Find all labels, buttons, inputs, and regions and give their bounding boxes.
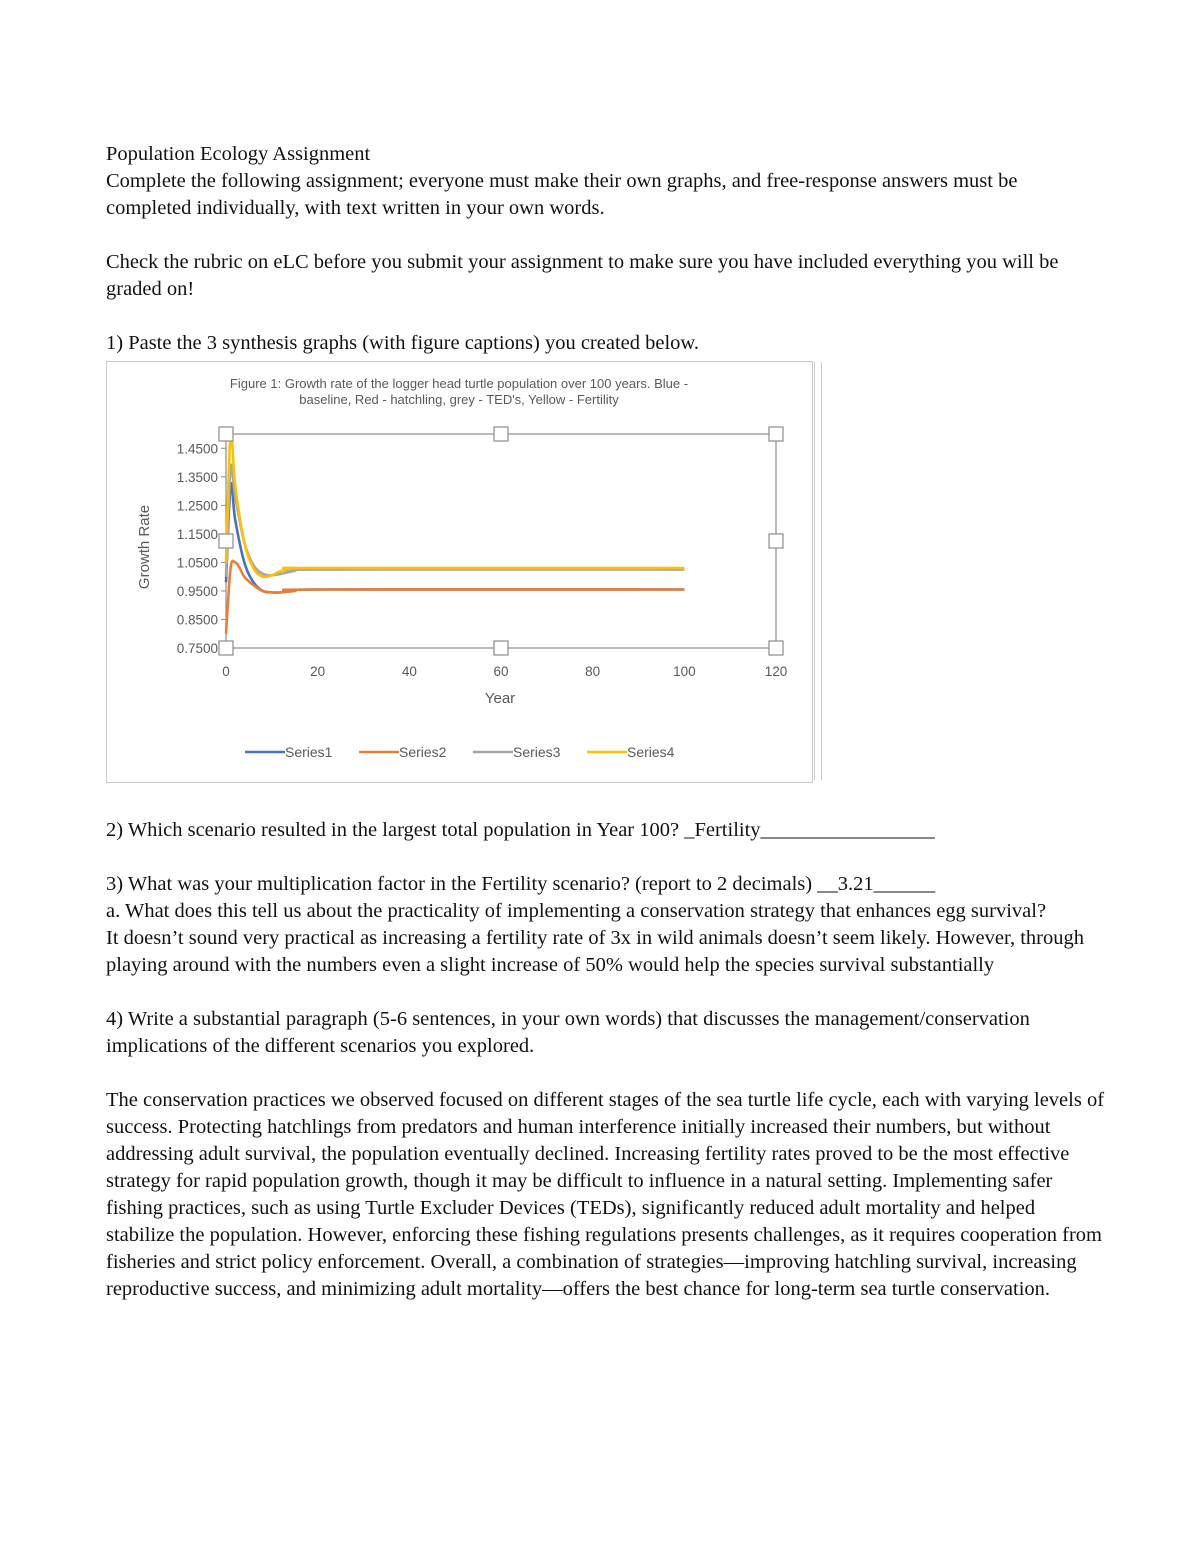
y-tick-label: 0.9500 <box>176 583 218 599</box>
document-body <box>106 141 1106 1303</box>
resize-handle <box>219 427 233 441</box>
chart-title-line-2: baseline, Red - hatchling, grey - TED's, Yellow - Fertility <box>299 392 619 407</box>
legend-label-series2: Series2 <box>399 744 447 760</box>
resize-handle <box>769 641 783 655</box>
plot-area <box>226 434 776 648</box>
x-tick-label: 40 <box>401 664 417 679</box>
series-line-series3 <box>226 465 684 577</box>
y-tick-label: 1.1500 <box>176 526 218 542</box>
series-lines <box>226 432 684 634</box>
y-axis-label: Growth Rate <box>136 504 153 590</box>
x-tick-label: 120 <box>764 664 788 679</box>
resize-handle <box>494 641 508 655</box>
growth-rate-chart <box>107 362 812 782</box>
series-line-series4 <box>226 432 684 577</box>
question-3a: a. What does this tell us about the practicality of implementing a conservation strategy that enhances egg survival? <box>106 900 1047 922</box>
x-axis-label: Year <box>484 690 516 707</box>
y-tick-label: 1.4500 <box>176 441 218 457</box>
resize-handle <box>769 427 783 441</box>
resize-handle <box>769 534 783 548</box>
x-tick-label: 0 <box>222 664 230 679</box>
x-axis-ticks <box>222 664 787 679</box>
question-4: 4) Write a substantial paragraph (5-6 sentences, in your own words) that discusses the management/conservation implications of the different scenarios you explored. <box>106 1008 1030 1057</box>
legend-label-series3: Series3 <box>513 744 561 760</box>
x-tick-label: 60 <box>493 664 509 679</box>
answer-3a: It doesn’t sound very practical as increasing a fertility rate of 3x in wild animals doesn’t seem likely. However, through playing around with the numbers even a slight increase of 50% would help the species survival substantially <box>106 927 1084 976</box>
y-tick-label: 1.0500 <box>176 555 218 571</box>
assignment-title: Population Ecology Assignment <box>106 143 371 165</box>
y-tick-label: 1.3500 <box>176 469 218 485</box>
chart-legend <box>245 744 675 760</box>
y-tick-label: 0.8500 <box>176 612 218 628</box>
resize-handle <box>219 534 233 548</box>
y-tick-label: 0.7500 <box>176 641 218 656</box>
question-3: 3) What was your multiplication factor in the Fertility scenario? (report to 2 decimals) __3.21______ <box>106 873 936 895</box>
question-2: 2) Which scenario resulted in the largest total population in Year 100? _Fertility_________________ <box>106 819 935 841</box>
x-tick-label: 20 <box>310 664 326 679</box>
x-tick-label: 80 <box>585 664 601 679</box>
resize-handle <box>494 427 508 441</box>
legend-label-series4: Series4 <box>627 744 675 760</box>
answer-4: The conservation practices we observed focused on different stages of the sea turtle life cycle, each with varying levels of success. Protecting hatchlings from predators and human interference initially increased their numbers, but without addressing adult survival, the population eventually declined. Increasing fertility rates proved to be the most effective strategy for rapid population growth, though it may be difficult to influence in a natural setting. Implementing safer fishing practices, such as using Turtle Excluder Devices (TEDs), significantly reduced adult mortality and helped stabilize the population. However, enforcing these fishing regulations presents challenges, as it requires cooperation from fisheries and strict policy enforcement. Overall, a combination of strategies—improving hatchling survival, increasing reproductive success, and minimizing adult mortality—offers the best chance for long-term sea turtle conservation. <box>106 1089 1105 1300</box>
legend-label-series1: Series1 <box>285 744 333 760</box>
x-tick-label: 100 <box>673 664 696 679</box>
question-1: 1) Paste the 3 synthesis graphs (with figure captions) you created below. <box>106 332 700 354</box>
resize-handle <box>219 641 233 655</box>
chart-title-line-1: Figure 1: Growth rate of the logger head turtle population over 100 years. Blue - <box>229 376 689 391</box>
selection-handles <box>219 427 783 655</box>
y-axis-ticks <box>177 441 226 656</box>
rubric-note: Check the rubric on eLC before you submit your assignment to make sure you have included everything you will be graded on! <box>106 251 1059 300</box>
series-line-series1 <box>226 483 684 592</box>
frame-handle-rail <box>814 362 822 780</box>
intro-instructions: Complete the following assignment; everyone must make their own graphs, and free-response answers must be completed individually, with text written in your own words. <box>106 170 1018 219</box>
y-tick-label: 1.2500 <box>176 498 218 514</box>
plot-frame <box>226 434 776 648</box>
chart-container[interactable] <box>106 361 813 783</box>
